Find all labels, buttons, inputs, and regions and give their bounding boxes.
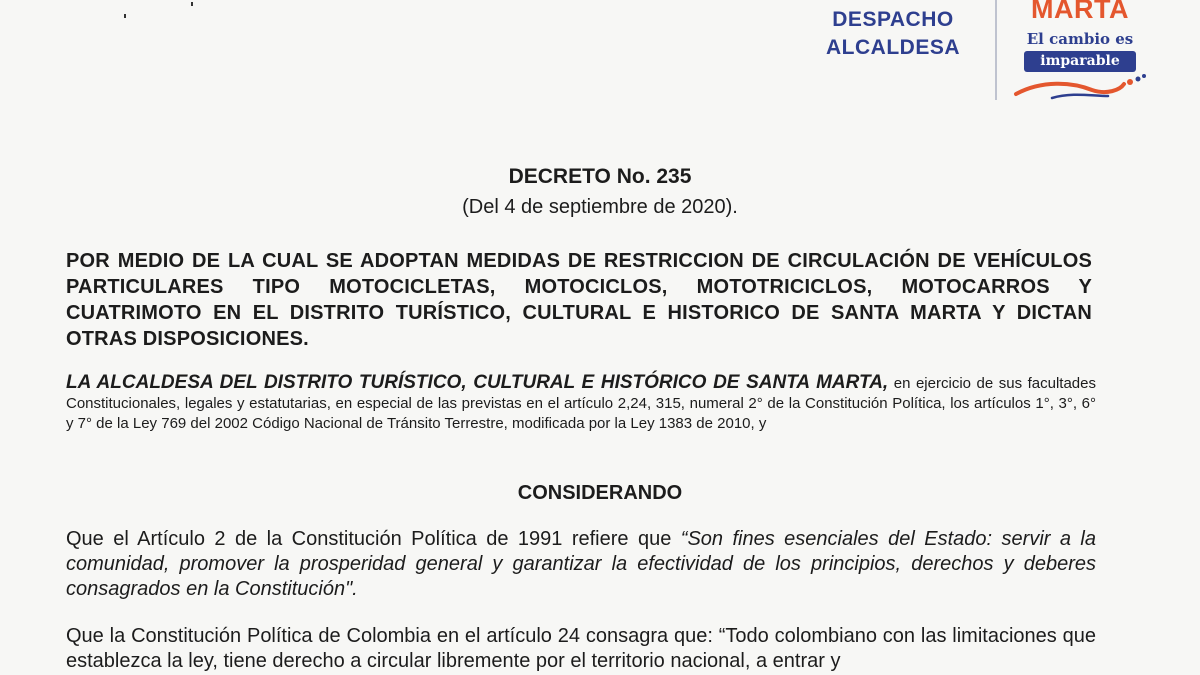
marta-logo xyxy=(1012,0,1147,105)
paragraph-1-quote: “Son fines esenciales del Estado: servir a la comunidad, promover la prosperidad general y garantizar la efectividad de los principios, derechos y deberes consagrados en la Constitución". xyxy=(66,528,1096,600)
paragraph-1 xyxy=(66,527,1096,602)
considerando-heading: CONSIDERANDO xyxy=(517,482,683,504)
authority-paragraph xyxy=(66,373,1096,434)
office-name-line2: ALCALDESA xyxy=(826,36,960,59)
logo-swoosh-icon xyxy=(1012,70,1147,102)
office-name-line1: DESPACHO xyxy=(832,8,954,31)
authority-text: en ejercicio de sus facultades Constitucionales, legales y estatutarias, en especial de las previstas en el artículo 2,24, 315, numeral 2° de la Constitución Política, los artículos 1°, 3°, 6° y 7° de la Ley 769 del 2002 Código Nacional de Tránsito Terrestre, modificada por la Ley 1383 de 2010, y xyxy=(66,375,1096,432)
logo-tagline-line1: El cambio es xyxy=(1026,30,1134,48)
scan-speck xyxy=(124,14,126,18)
paragraph-1-text: Que el Artículo 2 de la Constitución Política de 1991 refiere que xyxy=(66,528,681,550)
decree-date: (Del 4 de septiembre de 2020). xyxy=(462,196,738,218)
authority-title: LA ALCALDESA DEL DISTRITO TURÍSTICO, CULTURAL E HISTÓRICO DE SANTA MARTA, xyxy=(66,372,889,393)
logo-tagline-line2: imparable xyxy=(1024,51,1136,72)
office-name xyxy=(808,6,978,62)
decree-number: DECRETO No. 235 xyxy=(508,165,692,188)
scan-speck xyxy=(191,2,193,6)
logo-wordmark: MARTA xyxy=(1031,0,1129,24)
paragraph-2: Que la Constitución Política de Colombia en el artículo 24 consagra que: “Todo colombiano con las limitaciones que establezca la ley, tiene derecho a circular libremente por el territorio nacional, a entrar y xyxy=(66,625,1096,672)
header-divider xyxy=(995,0,997,100)
decree-heading: POR MEDIO DE LA CUAL SE ADOPTAN MEDIDAS DE RESTRICCION DE CIRCULACIÓN DE VEHÍCULOS PARTICULARES TIPO MOTOCICLETAS, MOTOCICLOS, MOTOTRICICLOS, MOTOCARROS Y CUATRIMOTO EN EL DISTRITO TURÍSTICO, CULTURAL E HISTORICO DE SANTA MARTA Y DICTAN OTRAS DISPOSICIONES. xyxy=(66,250,1092,350)
